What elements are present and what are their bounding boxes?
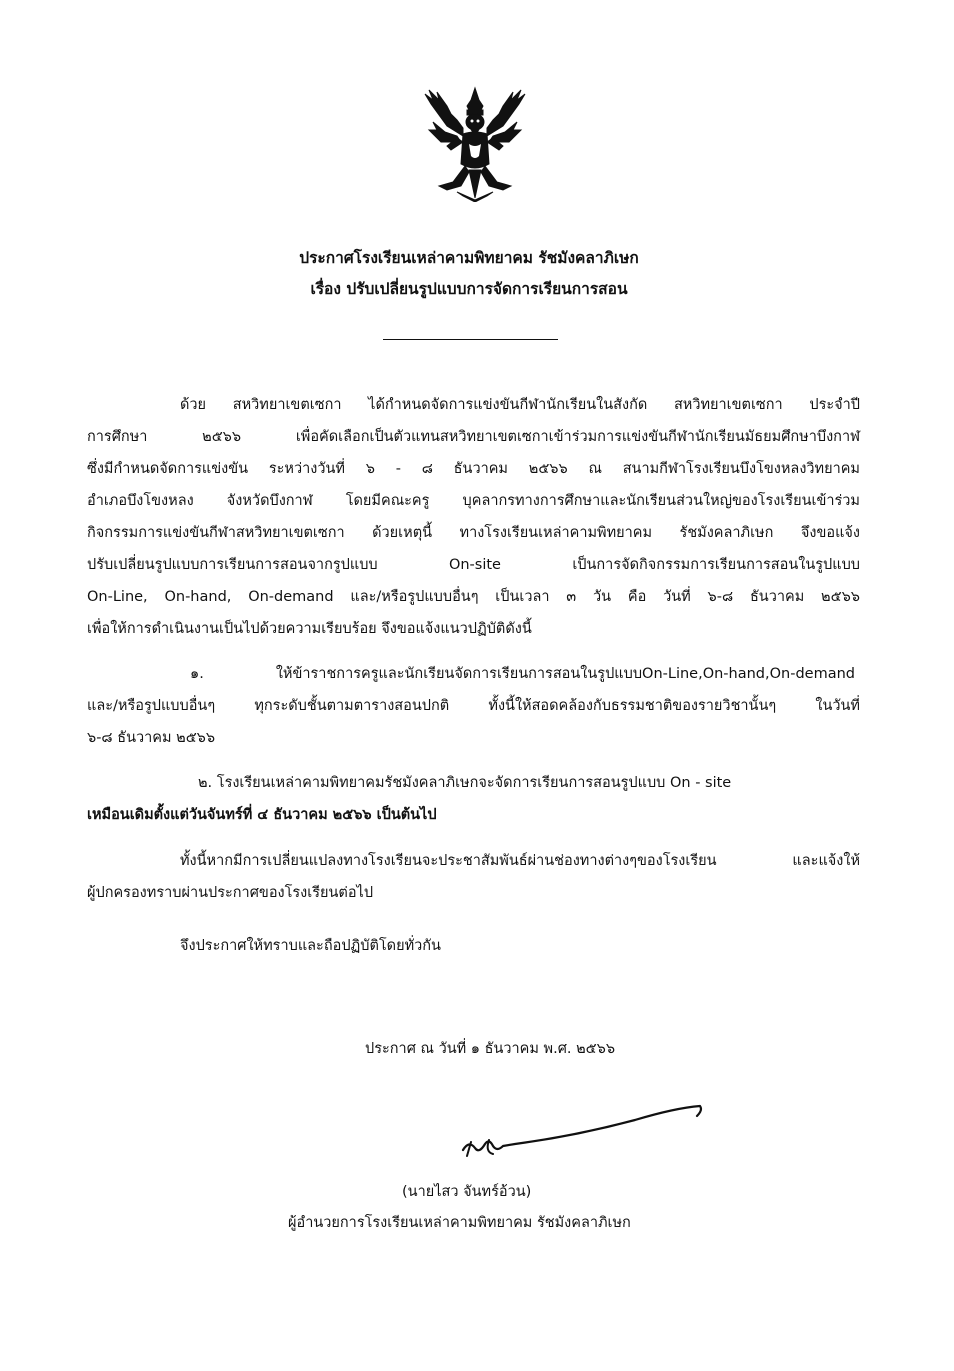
note-line-2: ผู้ปกครองทราบผ่านประกาศของโรงเรียนต่อไป: [87, 885, 374, 901]
item1-line-2: และ/หรือรูปแบบอื่นๆ ทุกระดับชั้นตามตารางสอนปกติ ทั้งนี้ให้สอดคล้องกับธรรมชาติของรายวิชานั้นๆ ในวันที่: [87, 698, 860, 714]
garuda-emblem-icon: [417, 86, 533, 202]
signer-name: (นายไสว จันทร์อ้วน): [402, 1184, 532, 1200]
para1-line-6: ปรับเปลี่ยนรูปแบบการเรียนการสอนจากรูปแบบ On-site เป็นการจัดกิจกรรมการเรียนการสอนในรูปแบบ: [87, 557, 860, 573]
item2-line-1: ๒. โรงเรียนเหล่าคามพิทยาคมรัชมังคลาภิเษกจะจัดการเรียนการสอนรูปแบบ On - site: [198, 775, 732, 791]
item1-line-1: ๑. ให้ข้าราชการครูและนักเรียนจัดการเรียนการสอนในรูปแบบOn-Line,On-hand,On-demand: [190, 666, 855, 682]
signer-position: ผู้อำนวยการโรงเรียนเหล่าคามพิทยาคม รัชมังคลาภิเษก: [288, 1215, 631, 1231]
handwritten-signature: [455, 1100, 705, 1170]
para1-line-7: On-Line, On-hand, On-demand และ/หรือรูปแบบอื่นๆ เป็นเวลา ๓ วัน คือ วันที่ ๖-๘ ธันวาคม ๒๕๖๖: [87, 589, 860, 605]
announcement-title: ประกาศโรงเรียนเหล่าคามพิทยาคม รัชมังคลาภิเษก: [299, 249, 639, 267]
para1-line-1: ด้วย สหวิทยาเขตเซกา ได้กำหนดจัดการแข่งขันกีฬานักเรียนในสังกัด สหวิทยาเขตเซกา ประจำปี: [180, 397, 860, 413]
para1-line-2: การศึกษา ๒๕๖๖ เพื่อคัดเลือกเป็นตัวแทนสหวิทยาเขตเซกาเข้าร่วมการแข่งขันกีฬานักเรียนมัธยมศึกษาบึงกาฬ: [87, 429, 860, 445]
announce-date: ประกาศ ณ วันที่ ๑ ธันวาคม พ.ศ. ๒๕๖๖: [365, 1041, 616, 1057]
item2-line-2: เหมือนเดิมตั้งแต่วันจันทร์ที่ ๔ ธันวาคม ๒๕๖๖ เป็นต้นไป: [87, 807, 437, 823]
para1-line-4: อำเภอบึงโขงหลง จังหวัดบึงกาฬ โดยมีคณะครู บุคลากรทางการศึกษาและนักเรียนส่วนใหญ่ของโรงเรียนเข้าร่วม: [87, 493, 860, 509]
closing-text: จึงประกาศให้ทราบและถือปฏิบัติโดยทั่วกัน: [180, 938, 441, 954]
para1-line-5: กิจกรรมการแข่งขันกีฬาสหวิทยาเขตเซกา ด้วยเหตุนี้ ทางโรงเรียนเหล่าคามพิทยาคม รัชมังคลาภิเษก จึงขอแจ้ง: [87, 525, 860, 541]
note-line-1: ทั้งนี้หากมีการเปลี่ยนแปลงทางโรงเรียนจะประชาสัมพันธ์ผ่านช่องทางต่างๆของโรงเรียน และแจ้งให้: [180, 853, 860, 869]
para1-line-8: เพื่อให้การดำเนินงานเป็นไปด้วยความเรียบร้อย จึงขอแจ้งแนวปฏิบัติดังนี้: [87, 621, 532, 637]
title-divider: [383, 339, 558, 340]
item1-line-3: ๖-๘ ธันวาคม ๒๕๖๖: [87, 730, 216, 746]
announcement-subject: เรื่อง ปรับเปลี่ยนรูปแบบการจัดการเรียนการสอน: [310, 280, 628, 298]
para1-line-3: ซึ่งมีกำหนดจัดการแข่งขัน ระหว่างวันที่ ๖ - ๘ ธันวาคม ๒๕๖๖ ณ สนามกีฬาโรงเรียนบึงโขงหลงวิทยาคม: [87, 461, 860, 477]
